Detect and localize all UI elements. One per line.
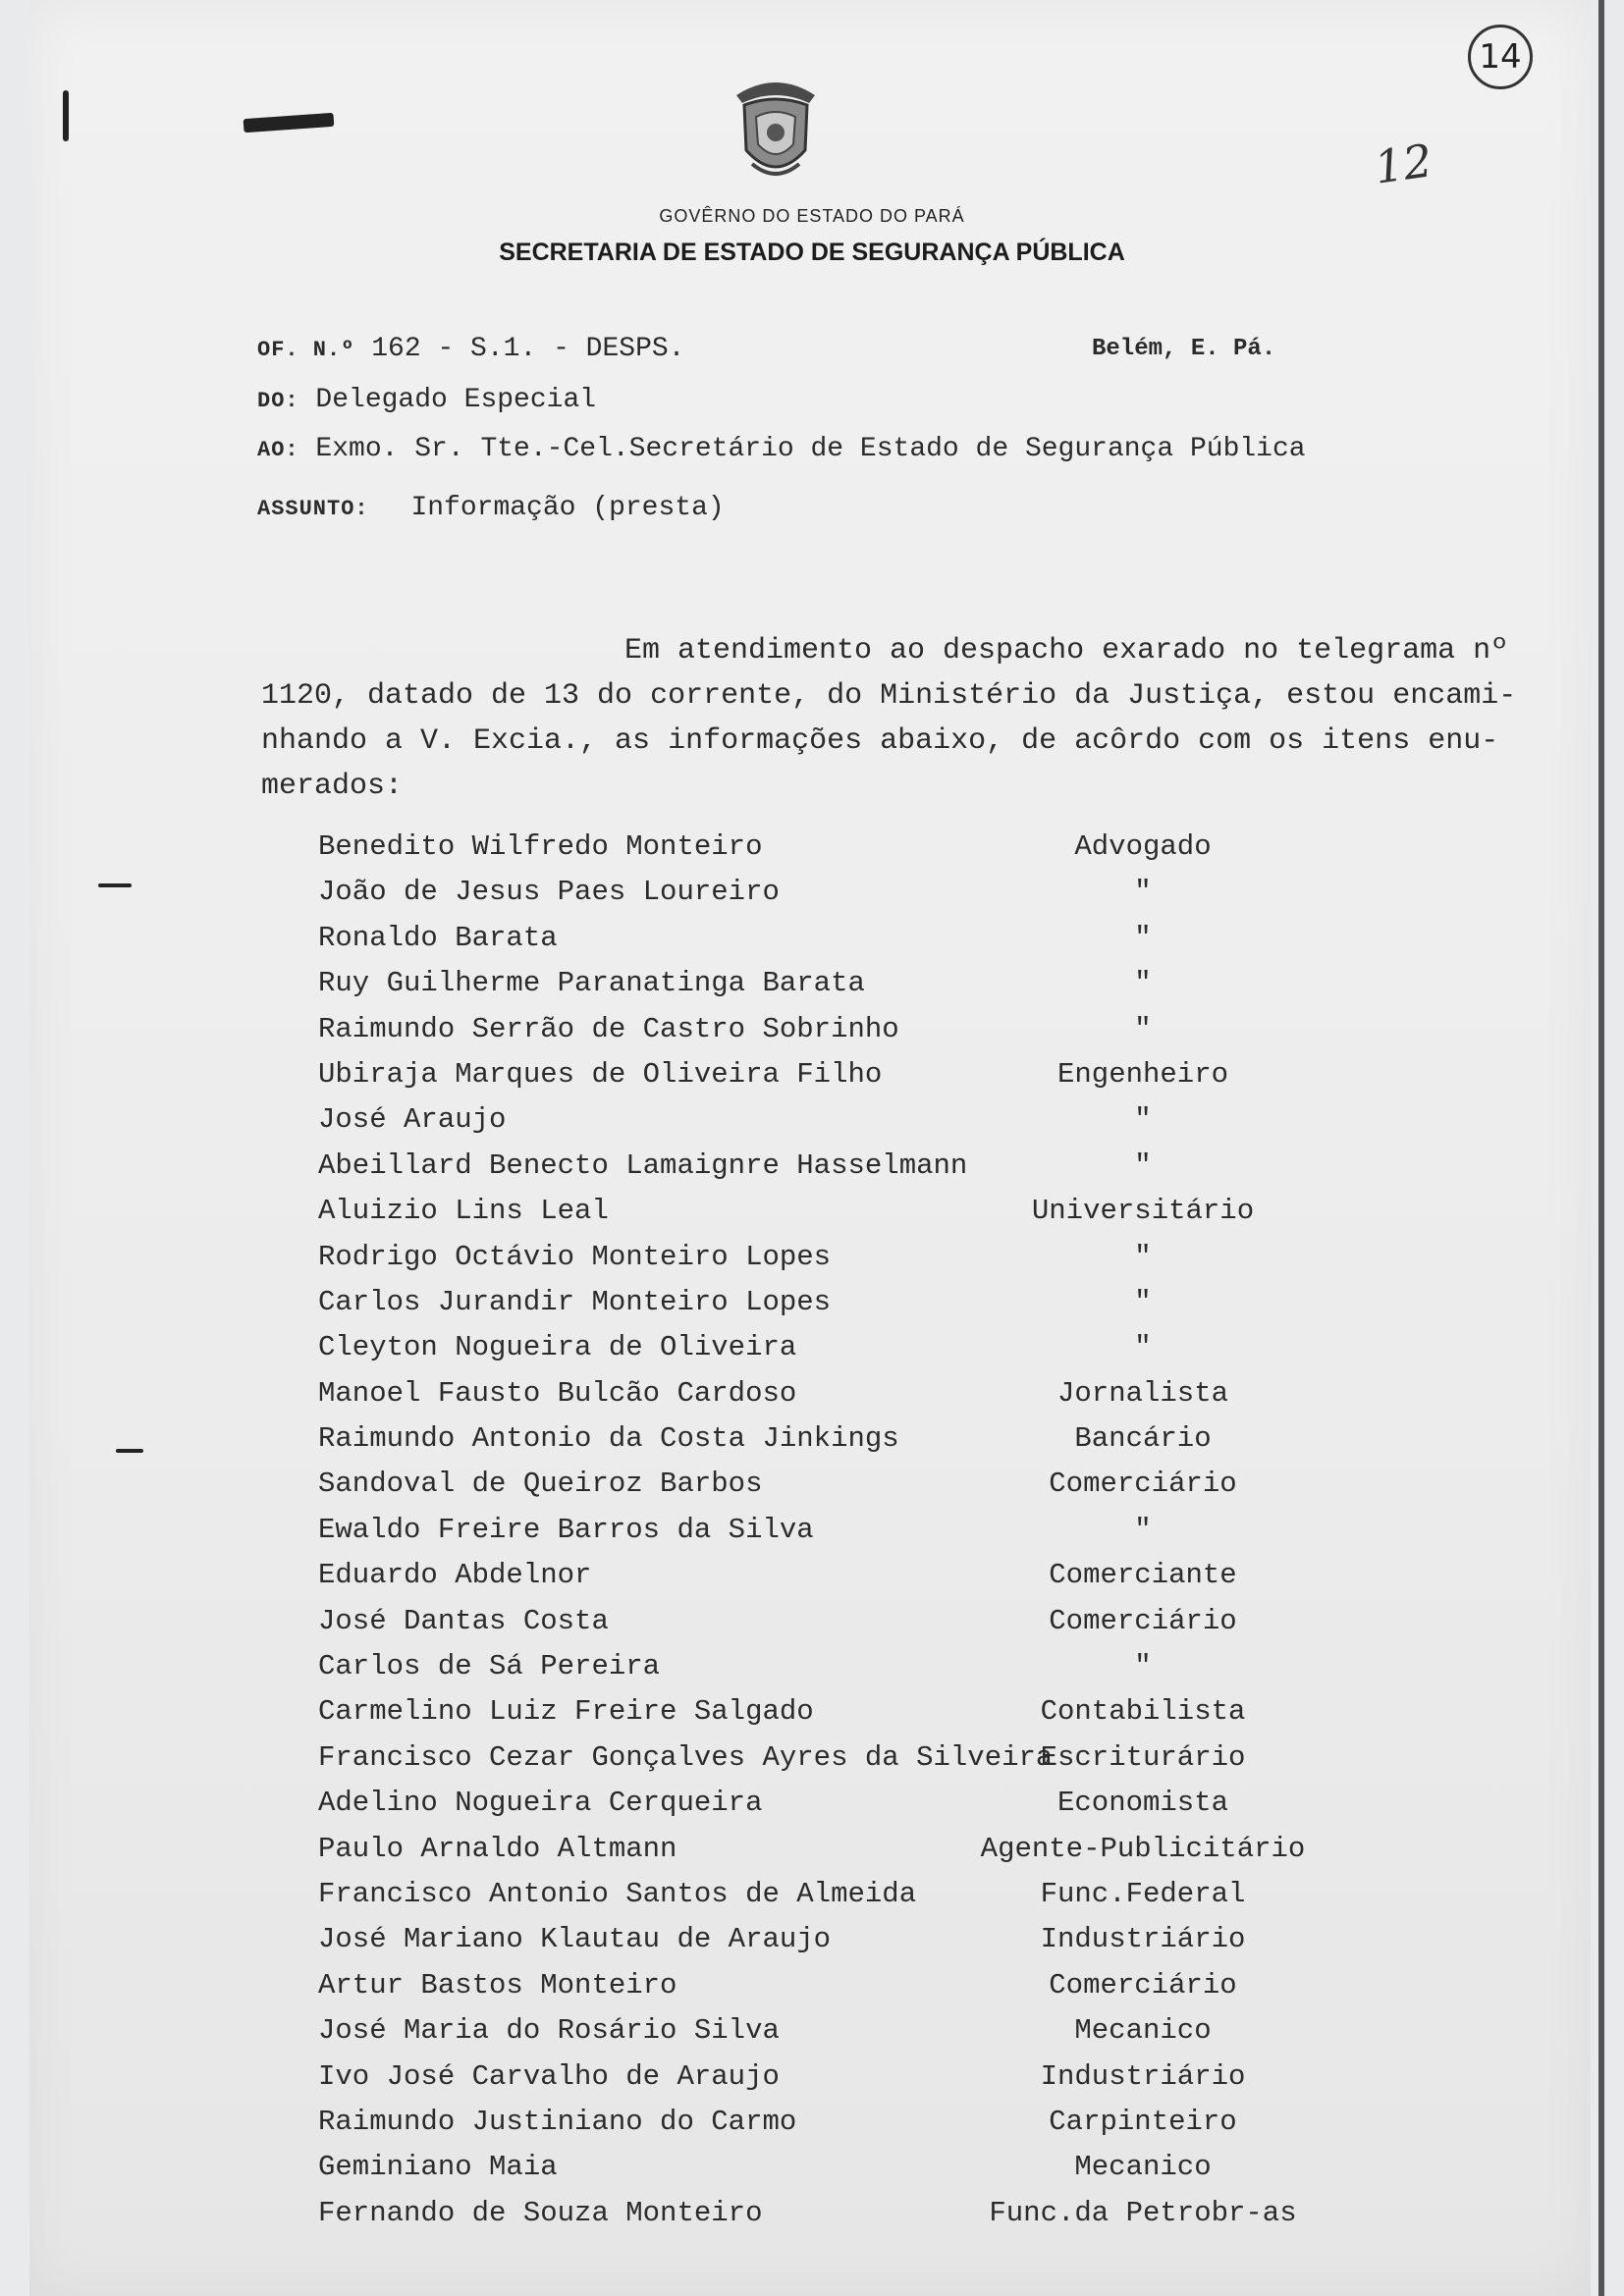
memo-assunto-line [257, 493, 725, 523]
list-item [318, 1052, 1595, 1097]
margin-mark-lower [116, 1449, 143, 1453]
person-profession: Economista [1056, 1787, 1229, 1820]
person-profession: Jornalista [1056, 1376, 1229, 1410]
person-profession: " [1134, 1103, 1152, 1137]
person-name: Carmelino Luiz Freire Salgado [318, 1695, 814, 1729]
margin-mark-mid [98, 883, 132, 887]
person-profession: Comerciário [1049, 1468, 1237, 1501]
person-profession: " [1134, 1240, 1152, 1273]
list-item [318, 1508, 1595, 1553]
body-line: merados: [261, 770, 404, 803]
person-name: Paulo Arnaldo Altmann [318, 1832, 677, 1865]
person-name: Manoel Fausto Bulcão Cardoso [318, 1376, 797, 1410]
assunto-value: Informação (presta) [410, 493, 725, 523]
person-profession: " [1134, 1285, 1152, 1318]
person-profession: Bancário [1074, 1422, 1212, 1456]
list-item [318, 1735, 1595, 1781]
list-item [318, 1827, 1595, 1872]
do-label: DO: [257, 389, 299, 413]
person-name: José Araujo [318, 1103, 507, 1137]
list-item [318, 2191, 1595, 2236]
person-profession: " [1134, 1650, 1152, 1683]
list-item [318, 1416, 1595, 1462]
list-item [318, 1644, 1595, 1689]
person-profession: Universitário [1031, 1195, 1255, 1228]
person-profession: Industriário [1040, 1923, 1246, 1956]
person-profession: Advogado [1074, 830, 1212, 863]
list-item [318, 1007, 1595, 1052]
person-name: Ronaldo Barata [318, 921, 558, 954]
list-item [318, 2100, 1595, 2145]
list-item [318, 1781, 1595, 1826]
people-list [318, 825, 1595, 2236]
list-item [318, 825, 1595, 870]
person-name: Raimundo Antonio da Costa Jinkings [318, 1422, 899, 1456]
page-edge-shadow [1598, 0, 1604, 2296]
person-name: Abeillard Benecto Lamaignre Hasselmann [318, 1148, 968, 1182]
assunto-label: ASSUNTO: [257, 497, 369, 521]
person-name: Artur Bastos Monteiro [318, 1968, 677, 2002]
list-item [318, 1235, 1595, 1280]
government-header: GOVÊRNO DO ESTADO DO PARÁ [659, 206, 965, 226]
handwritten-page-number: 12 [1371, 133, 1436, 194]
person-profession: Escriturário [1040, 1740, 1246, 1774]
memo-do-line [257, 385, 596, 415]
person-profession: Mecanico [1074, 2151, 1212, 2184]
person-name: Benedito Wilfredo Monteiro [318, 830, 763, 863]
person-name: Fernando de Souza Monteiro [318, 2196, 763, 2229]
body-paragraph [261, 628, 1547, 809]
do-value: Delegado Especial [315, 385, 597, 415]
person-profession: " [1134, 967, 1152, 1000]
memo-of-line [257, 334, 685, 364]
person-profession: " [1134, 876, 1152, 909]
ao-label: AO: [257, 438, 299, 462]
person-name: Carlos Jurandir Monteiro Lopes [318, 1285, 832, 1318]
list-item [318, 1917, 1595, 1962]
list-item [318, 1599, 1595, 1644]
person-profession: Agente-Publicitário [980, 1832, 1306, 1865]
list-item [318, 916, 1595, 961]
of-value: 162 - S.1. - DESPS. [371, 334, 685, 364]
folio-number-stamp [1468, 25, 1533, 89]
person-profession: " [1134, 1513, 1152, 1546]
person-profession: Carpinteiro [1049, 2105, 1237, 2138]
person-name: Sandoval de Queiroz Barbos [318, 1468, 763, 1501]
list-item [318, 2145, 1595, 2190]
person-profession: Comerciante [1049, 1559, 1237, 1592]
person-profession: Comerciário [1049, 1968, 1237, 2002]
person-name: Ubiraja Marques de Oliveira Filho [318, 1057, 883, 1091]
person-profession: Industriário [1040, 2059, 1246, 2093]
person-name: Geminiano Maia [318, 2151, 558, 2184]
person-name: Ewaldo Freire Barros da Silva [318, 1513, 814, 1546]
person-profession: " [1134, 921, 1152, 954]
person-name: Adelino Nogueira Cerqueira [318, 1787, 763, 1820]
list-item [318, 2055, 1595, 2100]
list-item [318, 961, 1595, 1006]
list-item [318, 1280, 1595, 1325]
person-name: Cleyton Nogueira de Oliveira [318, 1331, 797, 1364]
person-name: José Maria do Rosário Silva [318, 2014, 780, 2048]
list-item [318, 1963, 1595, 2008]
folio-number: 14 [1479, 37, 1522, 77]
list-item [318, 2008, 1595, 2054]
person-name: Rodrigo Octávio Monteiro Lopes [318, 1240, 832, 1273]
list-item [318, 1144, 1595, 1189]
state-crest-icon [727, 74, 825, 191]
person-name: José Dantas Costa [318, 1604, 609, 1637]
person-name: Raimundo Serrão de Castro Sobrinho [318, 1012, 899, 1045]
person-profession: Func.da Petrobr-as [989, 2196, 1297, 2229]
person-name: Francisco Cezar Gonçalves Ayres da Silveira [318, 1740, 1054, 1774]
body-line: nhando a V. Excia., as informações abaixo, de acôrdo com os itens enu- [261, 724, 1499, 758]
person-profession: Comerciário [1049, 1604, 1237, 1637]
person-name: Aluizio Lins Leal [318, 1195, 609, 1228]
person-name: João de Jesus Paes Loureiro [318, 876, 780, 909]
margin-mark-staple [63, 90, 69, 141]
memo-ao-line [257, 434, 1306, 464]
secretariat-header: SECRETARIA DE ESTADO DE SEGURANÇA PÚBLICA [499, 239, 1125, 266]
list-item [318, 1553, 1595, 1598]
person-profession: Mecanico [1074, 2014, 1212, 2048]
ao-value: Exmo. Sr. Tte.-Cel.Secretário de Estado de Segurança Pública [315, 434, 1306, 464]
person-profession: " [1134, 1331, 1152, 1364]
person-name: Carlos de Sá Pereira [318, 1650, 661, 1683]
list-item [318, 1189, 1595, 1234]
list-item [318, 1689, 1595, 1735]
list-item [318, 1325, 1595, 1370]
person-profession: Engenheiro [1056, 1057, 1229, 1091]
person-name: Ivo José Carvalho de Araujo [318, 2059, 780, 2093]
person-name: Ruy Guilherme Paranatinga Barata [318, 967, 865, 1000]
list-item [318, 870, 1595, 915]
person-name: Raimundo Justiniano do Carmo [318, 2105, 797, 2138]
person-profession: Contabilista [1040, 1695, 1246, 1729]
body-line: 1120, datado de 13 do corrente, do Ministério da Justiça, estou encami- [261, 679, 1517, 713]
person-profession: " [1134, 1012, 1152, 1045]
person-profession: " [1134, 1148, 1152, 1182]
person-name: José Mariano Klautau de Araujo [318, 1923, 832, 1956]
body-line: Em atendimento ao despacho exarado no telegrama nº [624, 634, 1509, 667]
person-name: Eduardo Abdelnor [318, 1559, 592, 1592]
of-label: OF. N.º [257, 338, 355, 362]
person-profession: Func.Federal [1040, 1877, 1246, 1910]
person-name: Francisco Antonio Santos de Almeida [318, 1877, 917, 1910]
list-item [318, 1097, 1595, 1143]
list-item [318, 1462, 1595, 1507]
memo-place: Belém, E. Pá. [1092, 336, 1276, 362]
list-item [318, 1872, 1595, 1917]
list-item [318, 1371, 1595, 1416]
